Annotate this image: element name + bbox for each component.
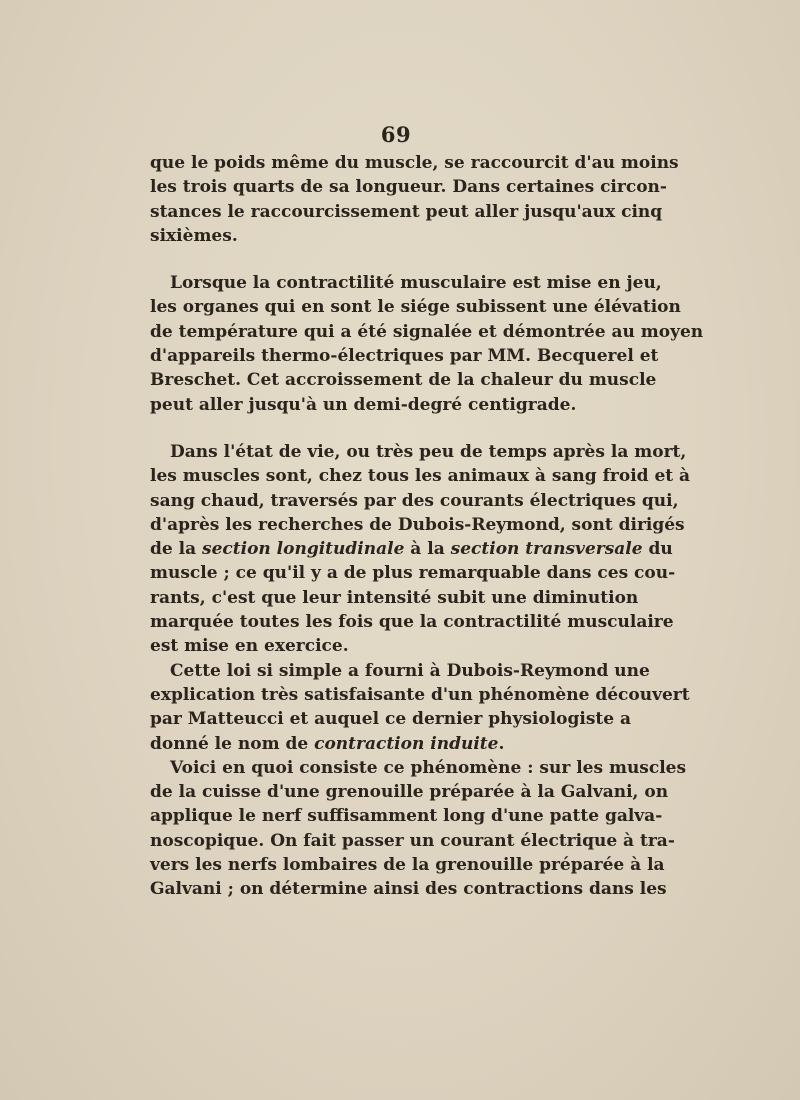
text-line: est mise en exercice.: [150, 636, 349, 657]
paragraph-3: [150, 440, 691, 659]
text-line: Breschet. Cet accroissement de la chaleur du muscle: [150, 370, 657, 391]
text-line: que le poids même du muscle, se raccourcit d'au moins: [150, 153, 679, 173]
text-line: les trois quarts de sa longueur. Dans certaines circon-: [150, 177, 667, 198]
text-line-mixed: [150, 537, 673, 561]
text-segment: du: [642, 539, 673, 560]
body-text: [150, 151, 704, 902]
text-line: de température qui a été signalée et démontrée au moyen: [150, 321, 704, 342]
text-line: sixièmes.: [150, 225, 238, 246]
text-line: d'appareils thermo-électriques par MM. Becquerel et: [150, 346, 659, 367]
text-line: d'après les recherches de Dubois-Reymond, sont dirigés: [150, 514, 685, 535]
text-line: les muscles sont, chez tous les animaux à sang froid et à: [150, 466, 691, 487]
italic-term: section longitudinale: [202, 539, 405, 560]
text-line-mixed: [150, 732, 586, 756]
text-line: Dans l'état de vie, ou très peu de temps après la mort,: [170, 441, 687, 462]
paragraph-gap: [150, 417, 586, 440]
text-line: peut aller jusqu'à un demi-degré centigrade.: [150, 394, 577, 415]
text-line: Galvani ; on détermine ainsi des contractions dans les: [150, 879, 667, 900]
text-line: Cette loi si simple a fourni à Dubois-Reymond une: [170, 660, 650, 681]
text-segment: .: [498, 733, 505, 754]
text-line: muscle ; ce qu'il y a de plus remarquable dans ces cou-: [150, 563, 676, 584]
text-line: par Matteucci et auquel ce dernier physiologiste a: [150, 709, 632, 730]
text-line: vers les nerfs lombaires de la grenouille préparée à la: [150, 855, 665, 876]
text-line: stances le raccourcissement peut aller jusqu'aux cinq: [150, 201, 663, 222]
italic-term: section transversale: [450, 539, 643, 560]
text-segment: donné le nom de: [150, 733, 315, 754]
italic-term: contraction induite: [314, 733, 499, 754]
page-number: 69: [380, 122, 412, 147]
text-line: applique le nerf suffisamment long d'une patte galva-: [150, 806, 663, 827]
text-segment: de la: [150, 539, 203, 560]
text-line: Voici en quoi consiste ce phénomène : sur les muscles: [170, 757, 687, 778]
text-line: sang chaud, traversés par des courants électriques qui,: [150, 490, 679, 511]
paragraph-5: [150, 756, 687, 902]
paragraph-4: [150, 659, 690, 756]
text-line: explication très satisfaisante d'un phénomène découvert: [150, 684, 690, 705]
text-line: rants, c'est que leur intensité subit une diminution: [150, 587, 639, 608]
paragraph-gap: [150, 248, 586, 271]
text-line: marquée toutes les fois que la contractilité musculaire: [150, 612, 674, 633]
text-line: noscopique. On fait passer un courant électrique à tra-: [150, 830, 675, 851]
text-line: de la cuisse d'une grenouille préparée à la Galvani, on: [150, 782, 669, 803]
text-segment: à la: [404, 539, 451, 560]
text-line: Lorsque la contractilité musculaire est mise en jeu,: [170, 273, 662, 294]
text-line: les organes qui en sont le siége subissent une élévation: [150, 297, 681, 318]
paragraph-2: [150, 271, 704, 417]
paragraph-1: [150, 151, 679, 248]
